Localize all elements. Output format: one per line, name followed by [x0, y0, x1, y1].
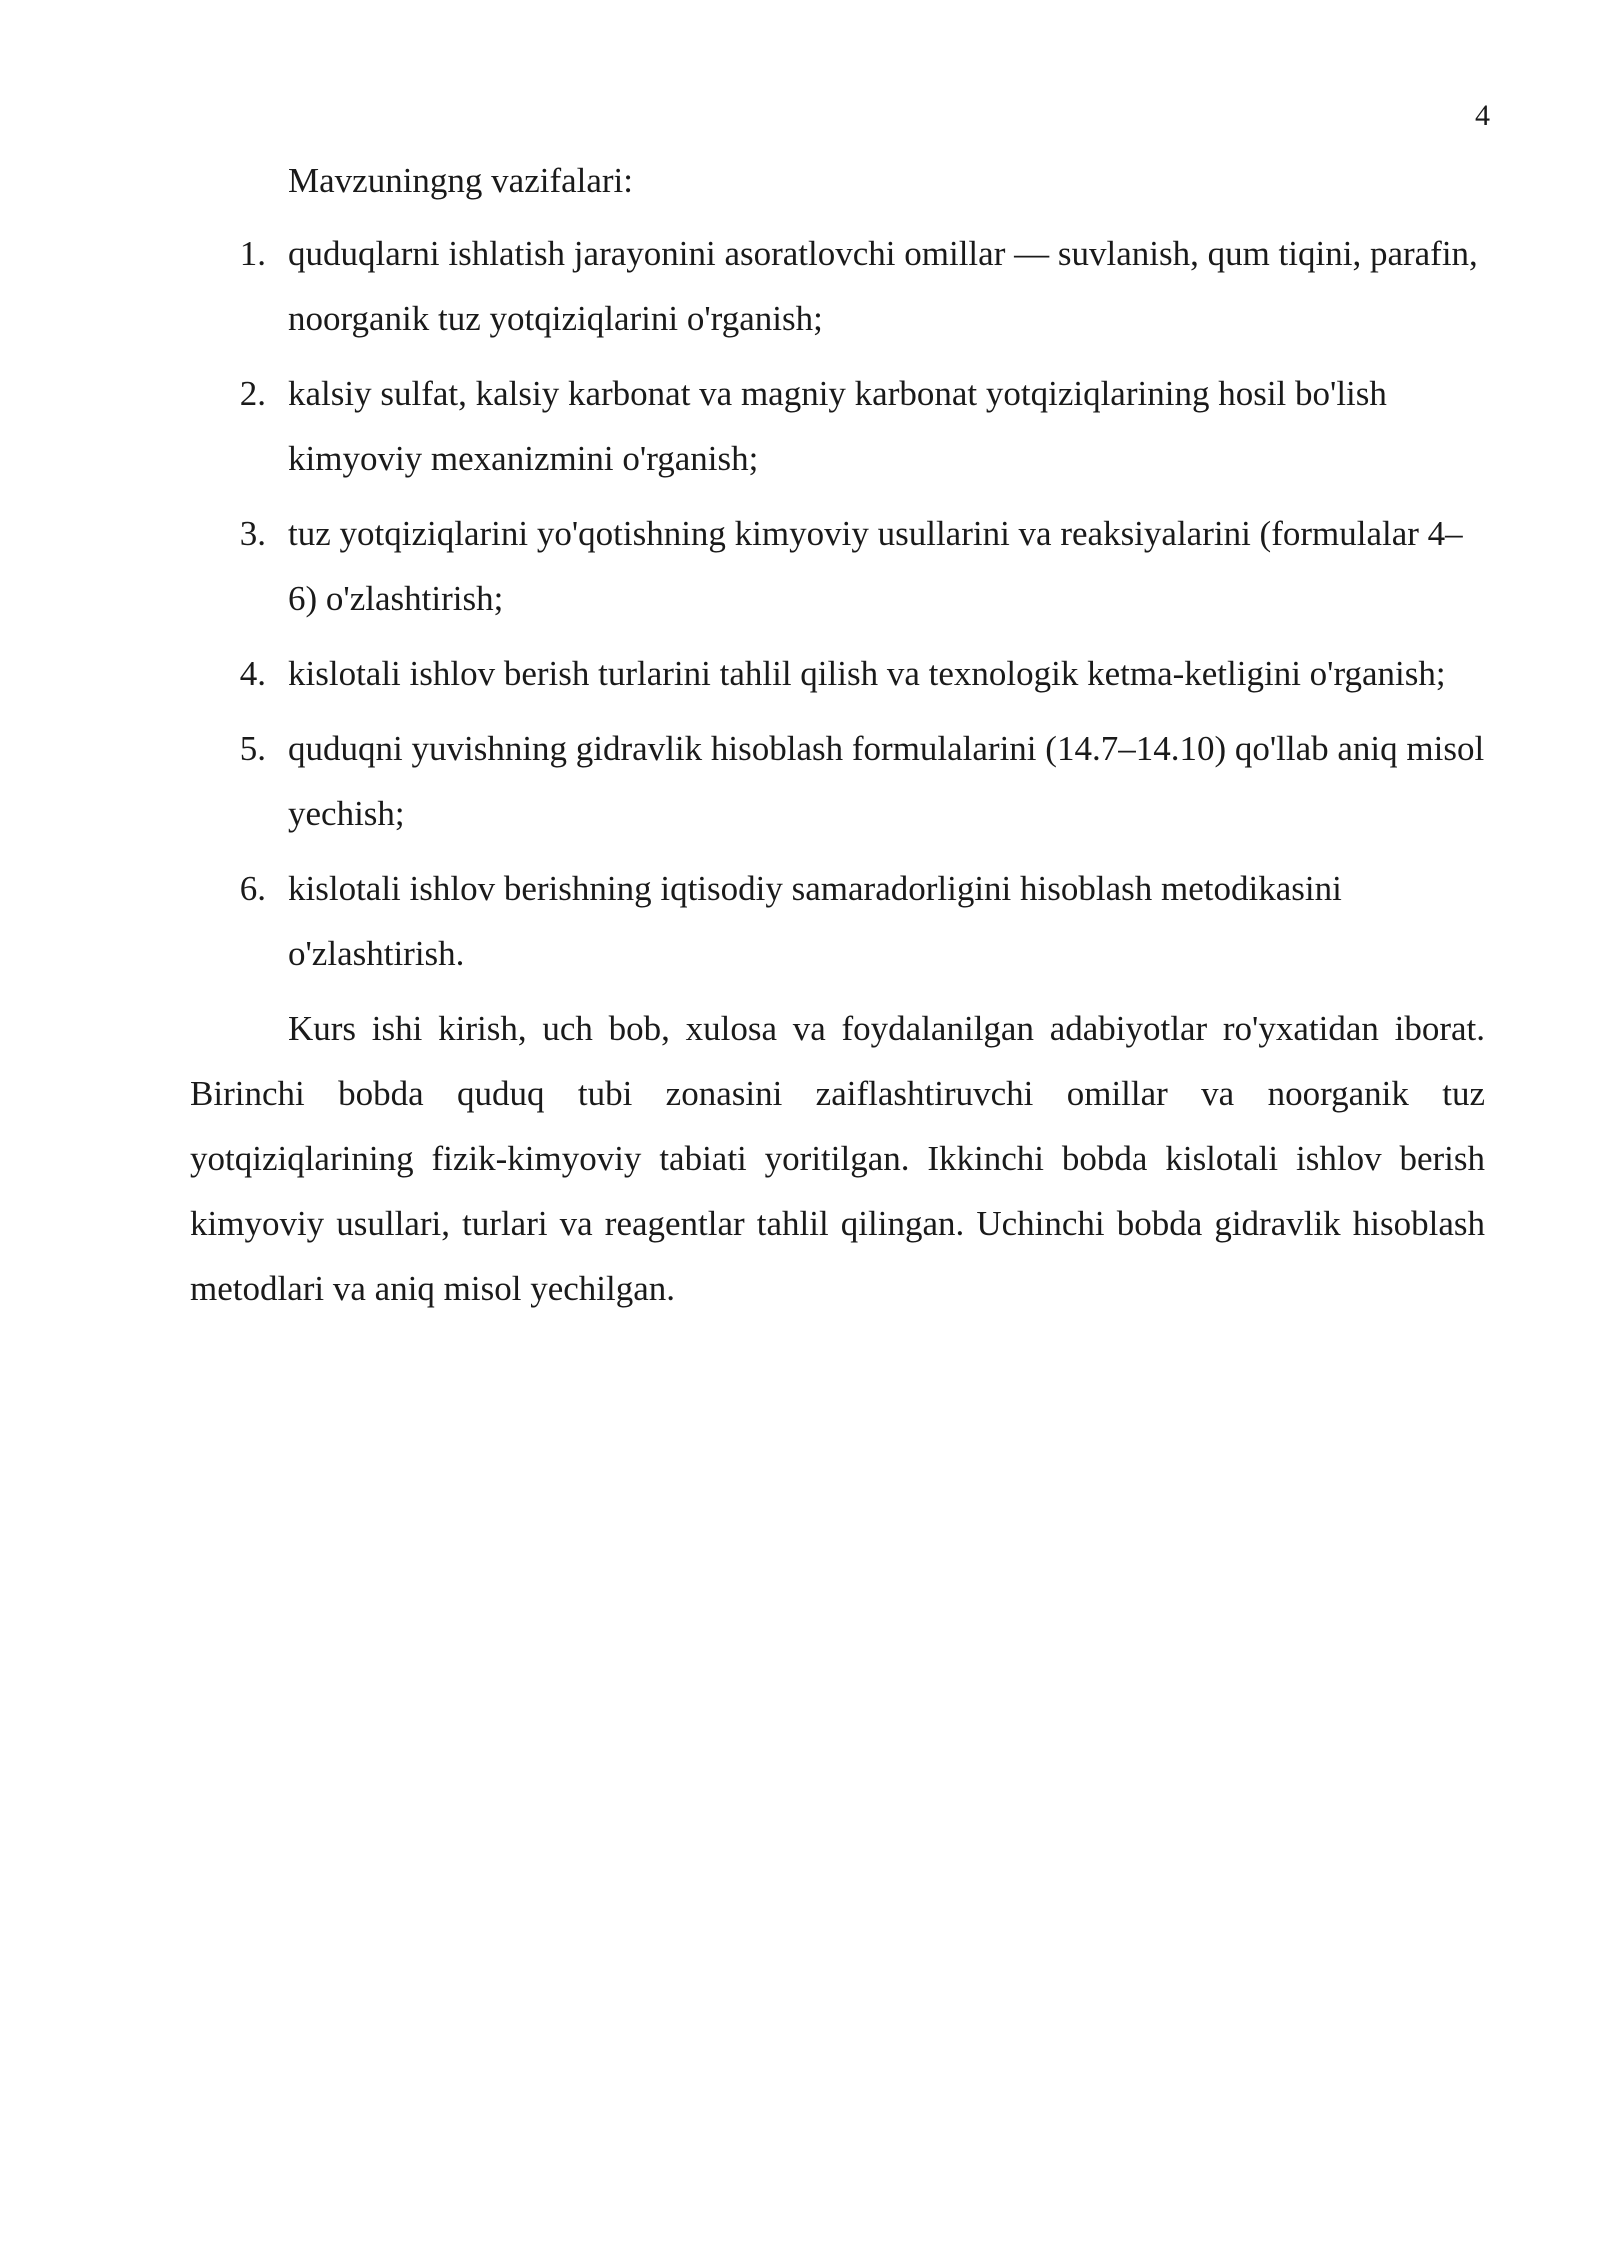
list-item [190, 501, 1485, 631]
list-item-text: kalsiy sulfat, kalsiy karbonat va magniy karbonat yotqiziqlarining hosil bo'lish kimyoviy mexanizmini o'rganish; [288, 374, 1387, 478]
page-content [190, 148, 1485, 1321]
list-item-number: 3. [239, 514, 266, 553]
list-item-number: 1. [239, 234, 266, 273]
list-item-text: quduqni yuvishning gidravlik hisoblash formulalarini (14.7–14.10) qo'llab aniq misol yechish; [288, 729, 1485, 833]
list-item-text: kislotali ishlov berish turlarini tahlil qilish va texnologik ketma-ketligini o'rganish; [288, 654, 1446, 693]
list-item [190, 221, 1485, 351]
list-item-number: 6. [239, 869, 266, 908]
list-item-number: 4. [239, 654, 266, 693]
summary-paragraph: Kurs ishi kirish, uch bob, xulosa va foydalanilgan adabiyotlar ro'yxatidan iborat. Birinchi bobda quduq tubi zonasini zaiflashtiruvchi omillar va noorganik tuz yotqiziqlarining fizik-kimyoviy tabiati yoritilgan. Ikkinchi bobda kislotali ishlov berish kimyoviy usullari, turlari va reagentlar tahlil qilingan. Uchinchi bobda gidravlik hisoblash metodlari va aniq misol yechilgan. [190, 1009, 1485, 1308]
list-item-text: tuz yotqiziqlarini yo'qotishning kimyoviy usullarini va reaksiyalarini (formulalar 4–6) o'zlashtirish; [288, 514, 1463, 618]
section-heading: Mavzuningng vazifalari: [288, 161, 634, 200]
list-item [190, 641, 1485, 706]
list-item-number: 2. [239, 374, 266, 413]
page-number: 4 [1475, 99, 1490, 132]
list-item-text: kislotali ishlov berishning iqtisodiy samaradorligini hisoblash metodikasini o'zlashtirish. [288, 869, 1342, 973]
list-item [190, 361, 1485, 491]
list-item-text: quduqlarni ishlatish jarayonini asoratlovchi omillar — suvlanish, qum tiqini, parafin, noorganik tuz yotqiziqlarini o'rganish; [288, 234, 1478, 338]
list-item [190, 856, 1485, 986]
list-item-number: 5. [239, 729, 266, 768]
task-list [190, 221, 1485, 986]
list-item [190, 716, 1485, 846]
